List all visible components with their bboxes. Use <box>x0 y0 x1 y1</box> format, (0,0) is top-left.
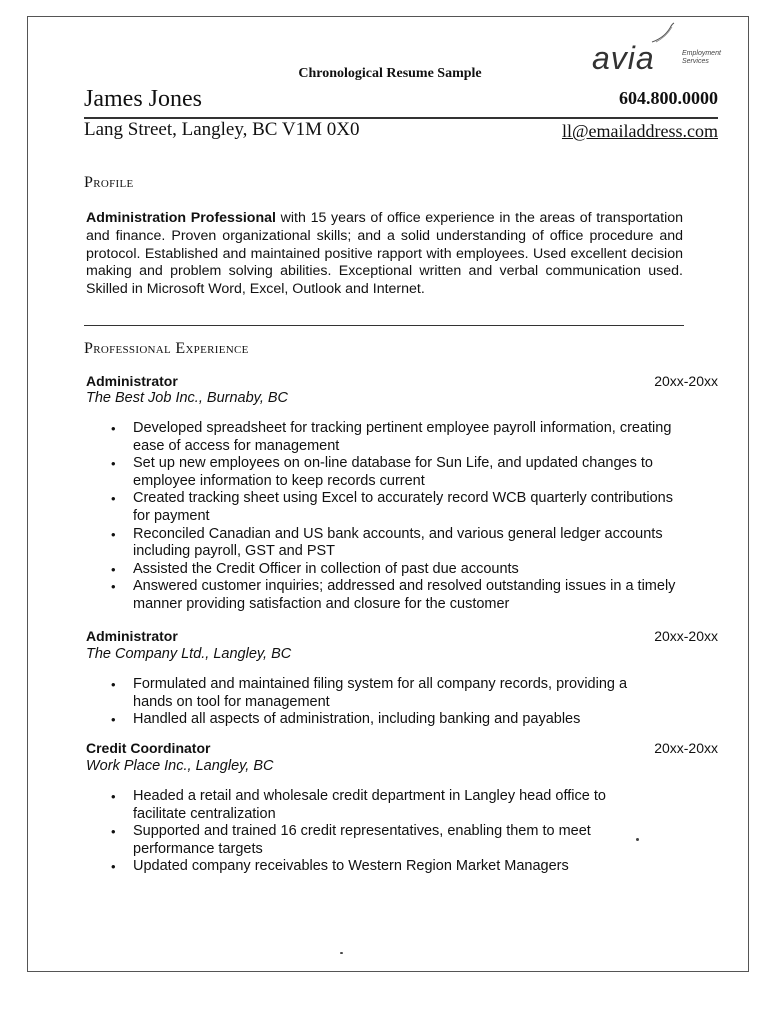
list-item: • Answered customer inquiries; addressed and resolved outstanding issues in a timely manner providing satisfaction and closure for the customer <box>108 578 688 613</box>
scan-speck <box>636 838 639 841</box>
list-item: • Set up new employees on on-line database for Sun Life, and updated changes to employee information to keep records current <box>108 455 688 490</box>
job-company: Work Place Inc., Langley, BC <box>86 758 274 774</box>
document-title: Chronological Resume Sample <box>298 66 482 81</box>
list-item: • Assisted the Credit Officer in collection of past due accounts <box>108 561 688 579</box>
candidate-name: James Jones <box>84 86 202 112</box>
profile-text: with 15 years of office experience in the areas of transportation and finance. Proven organizational skills; and a solid understanding of office procedure and protocol. Established and maintained positive rapport with employees. Used excellent decision making and problem solving abilities. Exceptional written and verbal communication used. Skilled in Microsoft Word, Excel, Outlook and Internet. <box>86 210 683 298</box>
address: Lang Street, Langley, BC V1M 0X0 <box>84 119 360 140</box>
logo-subtitle: Employment Services <box>682 50 721 65</box>
job-bullets <box>108 676 653 729</box>
profile-divider <box>84 325 684 326</box>
job-company: The Company Ltd., Langley, BC <box>86 646 292 662</box>
profile-lead: Administration Professional <box>86 210 276 226</box>
list-item: • Headed a retail and wholesale credit department in Langley head office to facilitate centralization <box>108 788 643 823</box>
list-item: • Reconciled Canadian and US bank accounts, and various general ledger accounts including payroll, GST and PST <box>108 526 688 561</box>
list-item: • Handled all aspects of administration, including banking and payables <box>108 711 653 729</box>
experience-heading: Professional Experience <box>84 340 249 357</box>
job-company: The Best Job Inc., Burnaby, BC <box>86 390 289 406</box>
job-title: Credit Coordinator <box>86 740 211 756</box>
job-bullets <box>108 420 688 614</box>
list-item: • Created tracking sheet using Excel to accurately record WCB quarterly contributions for payment <box>108 490 688 525</box>
job-title: Administrator <box>86 373 178 389</box>
job-bullets <box>108 788 643 876</box>
email-link[interactable]: ll@emailaddress.com <box>561 121 718 141</box>
list-item: • Updated company receivables to Western Region Market Managers <box>108 858 643 876</box>
list-item: • Formulated and maintained filing system for all company records, providing a hands on tool for management <box>108 676 653 711</box>
job-title: Administrator <box>86 628 178 644</box>
profile-summary <box>86 210 683 299</box>
job-dates: 20xx-20xx <box>654 373 718 389</box>
profile-heading: Profile <box>84 174 134 191</box>
scan-speck <box>340 952 343 954</box>
job-dates: 20xx-20xx <box>654 628 718 644</box>
job-dates: 20xx-20xx <box>654 740 718 756</box>
list-item: • Supported and trained 16 credit representatives, enabling them to meet performance targets <box>108 823 643 858</box>
phone-number: 604.800.0000 <box>619 88 718 108</box>
list-item: • Developed spreadsheet for tracking pertinent employee payroll information, creating ease of access for management <box>108 420 688 455</box>
logo-word: avia <box>592 40 655 76</box>
